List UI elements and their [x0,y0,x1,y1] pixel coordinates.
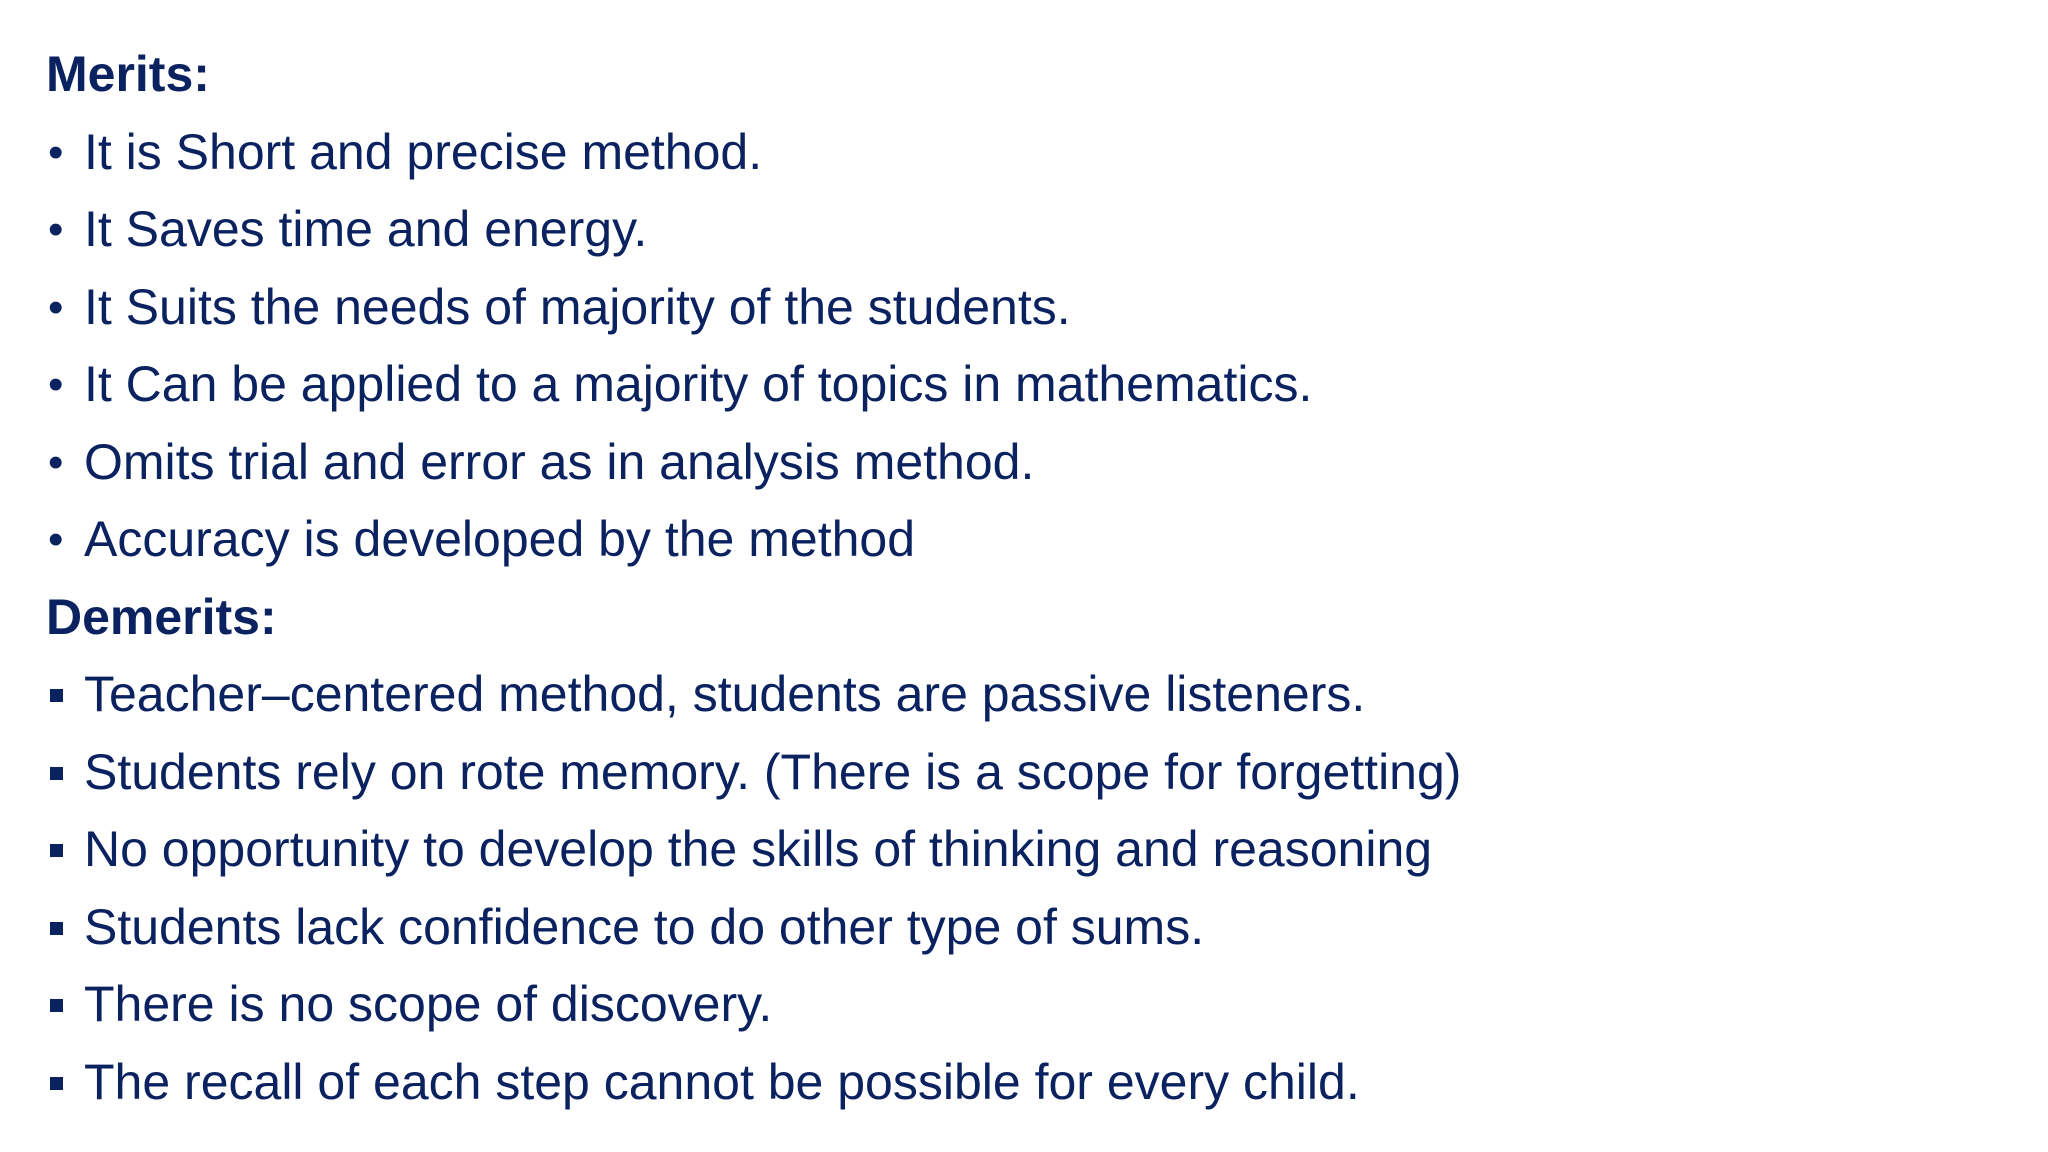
round-bullet-icon: • [48,282,64,332]
square-bullet-icon [50,999,63,1012]
round-bullet-icon: • [48,437,64,487]
demerit-item [46,734,2006,812]
merit-item-text: It is Short and precise method. [84,123,763,180]
demerit-item [46,966,2006,1044]
square-bullet-icon [50,1077,63,1090]
demerit-item-text: Students lack confidence to do other type of sums. [84,898,1205,955]
demerit-item [46,811,2006,889]
demerit-item-text: Teacher–centered method, students are passive listeners. [84,666,1366,722]
round-bullet-icon: • [48,205,64,254]
demerit-item-text: Students rely on rote memory. (There is a scope for forgetting) [84,743,1462,800]
merit-item-text: It Can be applied to a majority of topics in mathematics. [84,356,1313,412]
demerits-heading: Demerits: [46,588,277,645]
square-bullet-icon [50,844,63,857]
merit-item [46,424,2006,502]
demerit-item [46,656,2006,734]
merit-item [46,501,2006,579]
round-bullet-icon: • [48,515,64,564]
demerit-item [46,889,2006,967]
merit-item [46,269,2006,347]
merit-item-text: It Saves time and energy. [84,201,648,257]
round-bullet-icon: • [48,127,64,177]
demerit-item [46,1044,2006,1122]
demerits-list [46,656,2006,1121]
demerit-item-text: The recall of each step cannot be possible for every child. [84,1053,1360,1110]
merits-heading: Merits: [46,46,210,102]
merit-item [46,114,2006,192]
square-bullet-icon [50,922,63,935]
slide-content [46,36,2006,1121]
merit-item-text: It Suits the needs of majority of the students. [84,278,1071,335]
square-bullet-icon [50,767,63,780]
square-bullet-icon [50,689,63,702]
merit-item [46,346,2006,424]
merit-item [46,191,2006,269]
merit-item-text: Omits trial and error as in analysis method. [84,433,1035,490]
merits-list [46,114,2006,579]
demerit-item-text: There is no scope of discovery. [84,976,773,1032]
demerit-item-text: No opportunity to develop the skills of thinking and reasoning [84,821,1433,877]
round-bullet-icon: • [48,360,64,409]
merit-item-text: Accuracy is developed by the method [84,511,916,567]
